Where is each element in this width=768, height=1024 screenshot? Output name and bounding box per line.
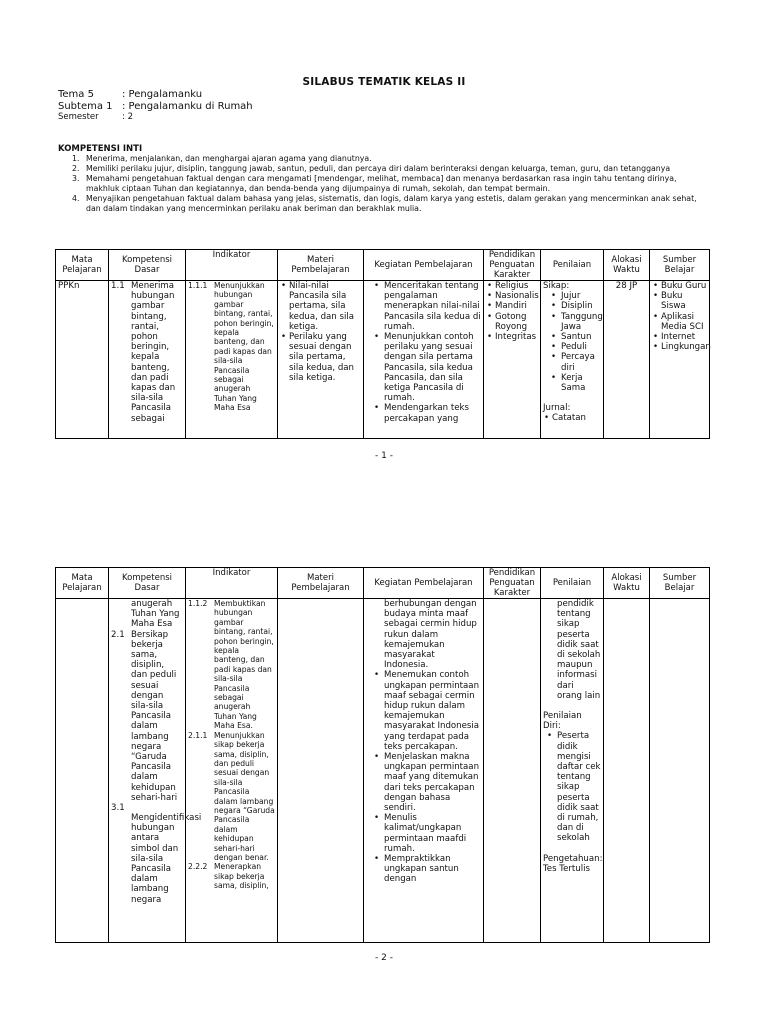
cell-penilaian (541, 599, 604, 943)
page-number: - 2 - (375, 953, 393, 963)
ki-heading: KOMPETENSI INTI (58, 144, 143, 154)
jurnal-label: Jurnal: (543, 403, 571, 414)
col-alokasi: Alokasi Waktu (604, 250, 650, 281)
col-pendidikan: Pendidikan Penguatan Karakter (484, 568, 541, 599)
kd-continuation: anugerah Tuhan Yang Maha Esa (131, 599, 180, 630)
list-item: • Percaya diri (561, 352, 601, 372)
col-pendidikan: Pendidikan Penguatan Karakter (484, 250, 541, 281)
list-item: • Menceritakan tentang pengalaman menerapkan nilai-nilai Pancasila sila kedua di rumah. (384, 281, 481, 332)
tes-tertulis: Tes Tertulis (543, 863, 590, 874)
subtema-value: : Pengalamanku di Rumah (122, 101, 253, 112)
list-item: • Mandiri (495, 301, 538, 311)
col-mapel: Mata Pelajaran (56, 250, 109, 281)
list-item: • Catatan (552, 413, 601, 423)
table-header-row (56, 250, 710, 281)
list-item: • Kerja Sama (561, 373, 601, 393)
pengetahuan-label: Pengetahuan: (543, 853, 603, 864)
list-item: • Perilaku yang sesuai dengan sila pertama, sila kedua, dan sila ketiga. (289, 332, 361, 383)
cell-kegiatan (364, 281, 484, 439)
cell-mapel (56, 599, 109, 943)
list-item: • Aplikasi Media SCI (661, 312, 707, 332)
list-item: • Buku Siswa (661, 291, 707, 311)
ki-item: 3. Memahami pengetahuan faktual dengan cara mengamati [mendengar, melihat, membaca] dan menanya berdasarkan rasa ingin tahu tentang dirinya, makhluk ciptaan Tuhan dan kegiatannya, dan benda-benda yang dijumpainya di rumah, sekolah, dan tempat bermain. (72, 174, 677, 193)
list-item: • Tanggung Jawa (561, 312, 601, 332)
cell-alokasi (604, 599, 650, 943)
list-item: • Menulis kalimat/ungkapan permintaan maafdi rumah. (384, 813, 481, 854)
cell-mapel: PPKn (56, 281, 109, 439)
list-item: • Peserta didik mengisi daftar cek tentang sikap peserta didik saat di rumah, dan di sekolah (557, 731, 601, 843)
penilaian-diri-label: Penilaian Diri: (543, 711, 582, 732)
subtema-label: Subtema 1 (58, 101, 113, 112)
page-number: - 1 - (375, 451, 393, 461)
list-item: • Menunjukkan contoh perilaku yang sesuai dengan sila pertama Pancasila, sila kedua Pancasila, dan sila ketiga Pancasila di rumah. (384, 332, 481, 403)
col-kegiatan: Kegiatan Pembelajaran (364, 250, 484, 281)
page-title: SILABUS TEMATIK KELAS II (302, 76, 466, 88)
list-item: • Religius (495, 281, 538, 291)
list-item: • Lingkungan (661, 342, 707, 352)
list-item: • Jujur (561, 291, 601, 301)
syllabus-table-page-2 (55, 567, 710, 943)
ki-item: 4. Menyajikan pengetahuan faktual dalam bahasa yang jelas, sistematis, dan logis, dalam karya yang estetis, dalam gerakan yang mencerminkan anak sehat, dan dalam tindakan yang mencerminkan perilaku anak beriman dan berakhlak mulia. (72, 194, 697, 213)
col-sumber: Sumber Belajar (650, 250, 710, 281)
col-sumber: Sumber Belajar (650, 568, 710, 599)
list-item: • Mempraktikkan ungkapan santun dengan (384, 854, 481, 885)
list-item: • Disiplin (561, 301, 601, 311)
cell-materi (278, 281, 364, 439)
col-kd: Kompetensi Dasar (109, 250, 186, 281)
tema-line (58, 89, 202, 100)
list-item: • Menjelaskan makna ungkapan permintaan maaf yang ditemukan dari teks percakapan dengan bahasa sendiri. (384, 752, 481, 813)
col-materi: Materi Pembelajaran (278, 250, 364, 281)
ki-item: 2. Memiliki perilaku jujur, disiplin, tanggung jawab, santun, peduli, dan percaya diri dalam berinteraksi dengan keluarga, teman, guru, dan tetangganya (72, 164, 671, 173)
col-materi: Materi Pembelajaran (278, 568, 364, 599)
cell-indikator: 1.1.2 Membuktikan hubungan gambar bintang, rantai, pohon beringin, kepala banteng, dan padi kapas dan sila-sila Pancasila sebagai anugerah Tuhan Yang Maha Esa. 2.1.1 Menunjukkan sikap bekerja sama, disiplin, dan peduli sesuai dengan sila-sila Pancasila dalam lambang negara “Garuda Pancasila dalam kehidupan sehari-hari dengan benar. 2.2.2 Menerapkan sikap bekerja sama, disiplin, (186, 599, 278, 943)
list-item: • Mendengarkan teks percakapan yang (384, 403, 481, 423)
ki-item: 1. Menerima, menjalankan, dan menghargai ajaran agama yang dianutnya. (72, 154, 372, 163)
list-item: • Nilai-nilai Pancasila sila pertama, sila kedua, dan sila ketiga. (289, 281, 361, 332)
list-item: • Gotong Royong (495, 312, 538, 332)
list-item: • Integritas (495, 332, 538, 342)
col-mapel: Mata Pelajaran (56, 568, 109, 599)
col-kegiatan: Kegiatan Pembelajaran (364, 568, 484, 599)
col-alokasi: Alokasi Waktu (604, 568, 650, 599)
cell-kd: anugerah Tuhan Yang Maha Esa 2.1 Bersikap bekerja sama, disiplin, dan peduli sesuai dengan sila-sila Pancasila dalam lambang negara “Garuda Pancasila dalam kehidupan sehari-hari 3.1 Mengidentifikasi hubungan antara simbol dan sila-sila Pancasila dalam lambang negara (109, 599, 186, 943)
list-item: • Menemukan contoh ungkapan permintaan maaf sebagai cermin hidup rukun dalam kemajemukan masyarakat Indonesia yang terdapat pada teks percakapan. (384, 670, 481, 752)
cell-indikator: 1.1.1 Menunjukkan hubungan gambar bintang, rantai, pohon beringin, kepala banteng, dan padi kapas dan sila-sila Pancasila sebagai anugerah Tuhan Yang Maha Esa (186, 281, 278, 439)
cell-alokasi: 28 JP (604, 281, 650, 439)
table-row (56, 281, 710, 439)
semester-label: Semester (58, 112, 99, 122)
col-penilaian: Penilaian (541, 250, 604, 281)
list-item: • Buku Guru (661, 281, 707, 291)
list-item: • Peduli (561, 342, 601, 352)
table-header-row (56, 568, 710, 599)
cell-penilaian (541, 281, 604, 439)
sikap-label: Sikap: (543, 281, 570, 291)
table-row (56, 599, 710, 943)
tema-label: Tema 5 (58, 89, 94, 100)
syllabus-table-page-1 (55, 249, 710, 439)
subtema-line (58, 101, 253, 112)
col-penilaian: Penilaian (541, 568, 604, 599)
col-kd: Kompetensi Dasar (109, 568, 186, 599)
cell-sumber (650, 281, 710, 439)
penilaian-continuation: pendidik tentang sikap peserta didik saat di sekolah maupun informasi dari orang lain (557, 599, 601, 701)
cell-kd: 1.1 Menerima hubungan gambar bintang, rantai, pohon beringin, kepala banteng, dan padi kapas dan sila-sila Pancasila sebagai (109, 281, 186, 439)
list-item: • Nasionalis (495, 291, 538, 301)
ki-list (58, 154, 710, 214)
semester-line (58, 112, 133, 122)
list-item: • Santun (561, 332, 601, 342)
kegiatan-continuation: berhubungan dengan budaya minta maaf sebagai cermin hidup rukun dalam kemajemukan masyarakat Indonesia. (384, 599, 477, 671)
col-indikator: Indikator (186, 250, 278, 281)
cell-kegiatan (364, 599, 484, 943)
cell-pendidikan (484, 281, 541, 439)
list-item: • Internet (661, 332, 707, 342)
cell-pendidikan (484, 599, 541, 943)
cell-sumber (650, 599, 710, 943)
semester-value: : 2 (122, 112, 133, 122)
cell-materi (278, 599, 364, 943)
col-indikator: Indikator (186, 568, 278, 599)
tema-value: : Pengalamanku (122, 89, 203, 100)
